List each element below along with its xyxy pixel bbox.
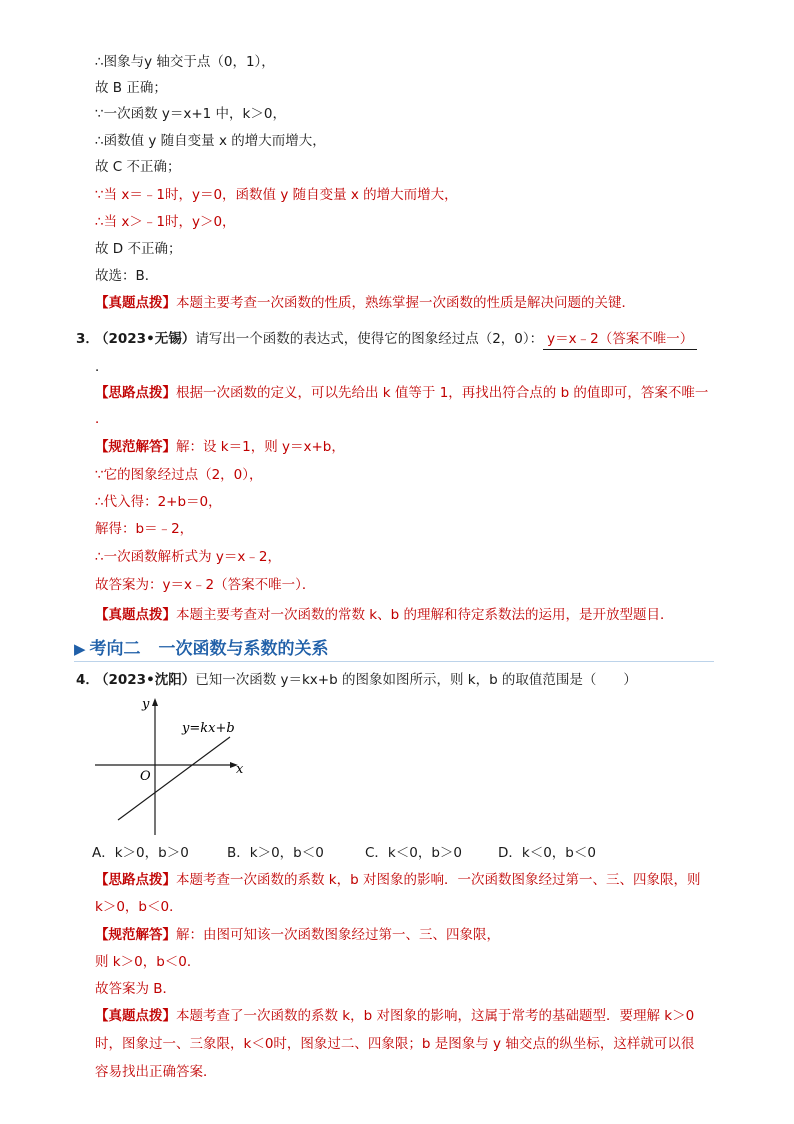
section-header	[74, 637, 714, 662]
q4-graph	[90, 692, 250, 837]
point-text: 本题主要考查一次函数的性质，熟练掌握一次函数的性质是解决问题的关键．	[176, 295, 635, 311]
q3-sol-2: ∵它的图象经过点（2，0），	[95, 467, 263, 483]
q4-stem	[95, 670, 637, 690]
point-text: 本题主要考查对一次函数的常数 k、b 的理解和待定系数法的运用，是开放型题目．	[176, 607, 674, 623]
q4-think-2: k＞0，b＜0．	[95, 899, 183, 915]
q3-period: ．	[95, 359, 109, 375]
option-a[interactable]: A．k＞0，b＞0	[92, 845, 189, 861]
point-tag: 【真题点拨】	[95, 295, 176, 311]
q3-stem-text: 请写出一个函数的表达式，使得它的图象经过点（2，0）：	[195, 331, 544, 347]
q3-think-period: ．	[95, 411, 109, 427]
q3-answer-blank: y＝x﹣2（答案不唯一）	[543, 329, 697, 350]
q4-stem-text: 已知一次函数 y＝kx+b 的图象如图所示，则 k，b 的取值范围是（ ）	[195, 672, 637, 688]
think-tag: 【思路点拨】	[95, 872, 176, 888]
q3-sol-6: 故答案为：y＝x﹣2（答案不唯一）．	[95, 577, 316, 593]
q3-sol-5: ∴一次函数解析式为 y＝x﹣2，	[95, 549, 281, 565]
q4-number: 4．	[76, 672, 99, 688]
think-text: 根据一次函数的定义，可以先给出 k 值等于 1，再找出符合点的 b 的值即可，答案不唯一	[176, 385, 709, 401]
section-title: 一次函数与系数的关系	[158, 639, 329, 659]
intro-line-4: ∴函数值 y 随自变量 x 的增大而增大，	[95, 133, 326, 149]
point-text: 本题考查了一次函数的系数 k，b 对图象的影响，这属于常考的基础题型．要理解 k＞0	[176, 1008, 695, 1024]
solution-tag: 【规范解答】	[95, 439, 176, 455]
q3-sol-1	[95, 437, 345, 457]
q4-sol-3: 故答案为 B．	[95, 981, 177, 997]
intro-point	[95, 293, 635, 313]
q4-sol-2: 则 k＞0，b＜0．	[95, 954, 201, 970]
q4-sol-1	[95, 925, 500, 945]
q3-sol-4: 解得：b＝﹣2，	[95, 521, 194, 537]
option-d[interactable]: D．k＜0，b＜0	[498, 845, 596, 861]
think-text: 本题考查一次函数的系数 k，b 对图象的影响．一次函数图象经过第一、三、四象限，则	[176, 872, 701, 888]
q3-think	[95, 383, 708, 403]
solution-text: 解：由图可知该一次函数图象经过第一、三、四象限，	[176, 927, 500, 943]
point-tag: 【真题点拨】	[95, 607, 176, 623]
y-axis-arrow-icon	[152, 698, 158, 706]
y-axis-label: y	[142, 697, 150, 712]
intro-line-9: 故选：B．	[95, 268, 159, 284]
origin-label: O	[140, 769, 151, 784]
q3-number: 3．	[76, 331, 99, 347]
q3-source: （2023•无锡）	[95, 331, 196, 347]
q3-point	[95, 605, 673, 625]
q4-point-1	[95, 1006, 694, 1026]
q3-sol-3: ∴代入得：2+b＝0，	[95, 494, 222, 510]
line-label: y=kx+b	[182, 721, 235, 736]
intro-line-6: ∵当 x＝﹣1时，y＝0，函数值 y 随自变量 x 的增大而增大，	[95, 187, 458, 203]
q4-think-1	[95, 870, 700, 890]
intro-line-5: 故 C 不正确；	[95, 159, 181, 175]
intro-line-7: ∴当 x＞﹣1时，y＞0，	[95, 214, 236, 230]
q4-options	[92, 843, 596, 863]
intro-line-2: 故 B 正确；	[95, 80, 167, 96]
x-axis-label: x	[236, 762, 244, 777]
q3-stem	[95, 329, 697, 349]
solution-tag: 【规范解答】	[95, 927, 176, 943]
think-tag: 【思路点拨】	[95, 385, 176, 401]
option-c[interactable]: C．k＜0，b＞0	[365, 845, 462, 861]
function-line	[118, 737, 230, 820]
q4-source: （2023•沈阳）	[95, 672, 196, 688]
q4-point-2: 时，图象过一、三象限，k＜0时，图象过二、四象限；b 是图象与 y 轴交点的纵坐标，这样就可以很	[95, 1036, 695, 1052]
solution-text: 解：设 k＝1，则 y＝x+b，	[176, 439, 345, 455]
intro-line-3: ∵一次函数 y＝x+1 中，k＞0，	[95, 106, 286, 122]
arrow-icon: ▶	[74, 640, 86, 658]
option-b[interactable]: B．k＞0，b＜0	[227, 845, 324, 861]
intro-line-1: ∴图象与y 轴交于点（0，1），	[95, 54, 275, 70]
intro-line-8: 故 D 不正确；	[95, 241, 182, 257]
section-label: 考向二	[89, 639, 141, 659]
q4-point-3: 容易找出正确答案．	[95, 1064, 217, 1080]
point-tag: 【真题点拨】	[95, 1008, 176, 1024]
